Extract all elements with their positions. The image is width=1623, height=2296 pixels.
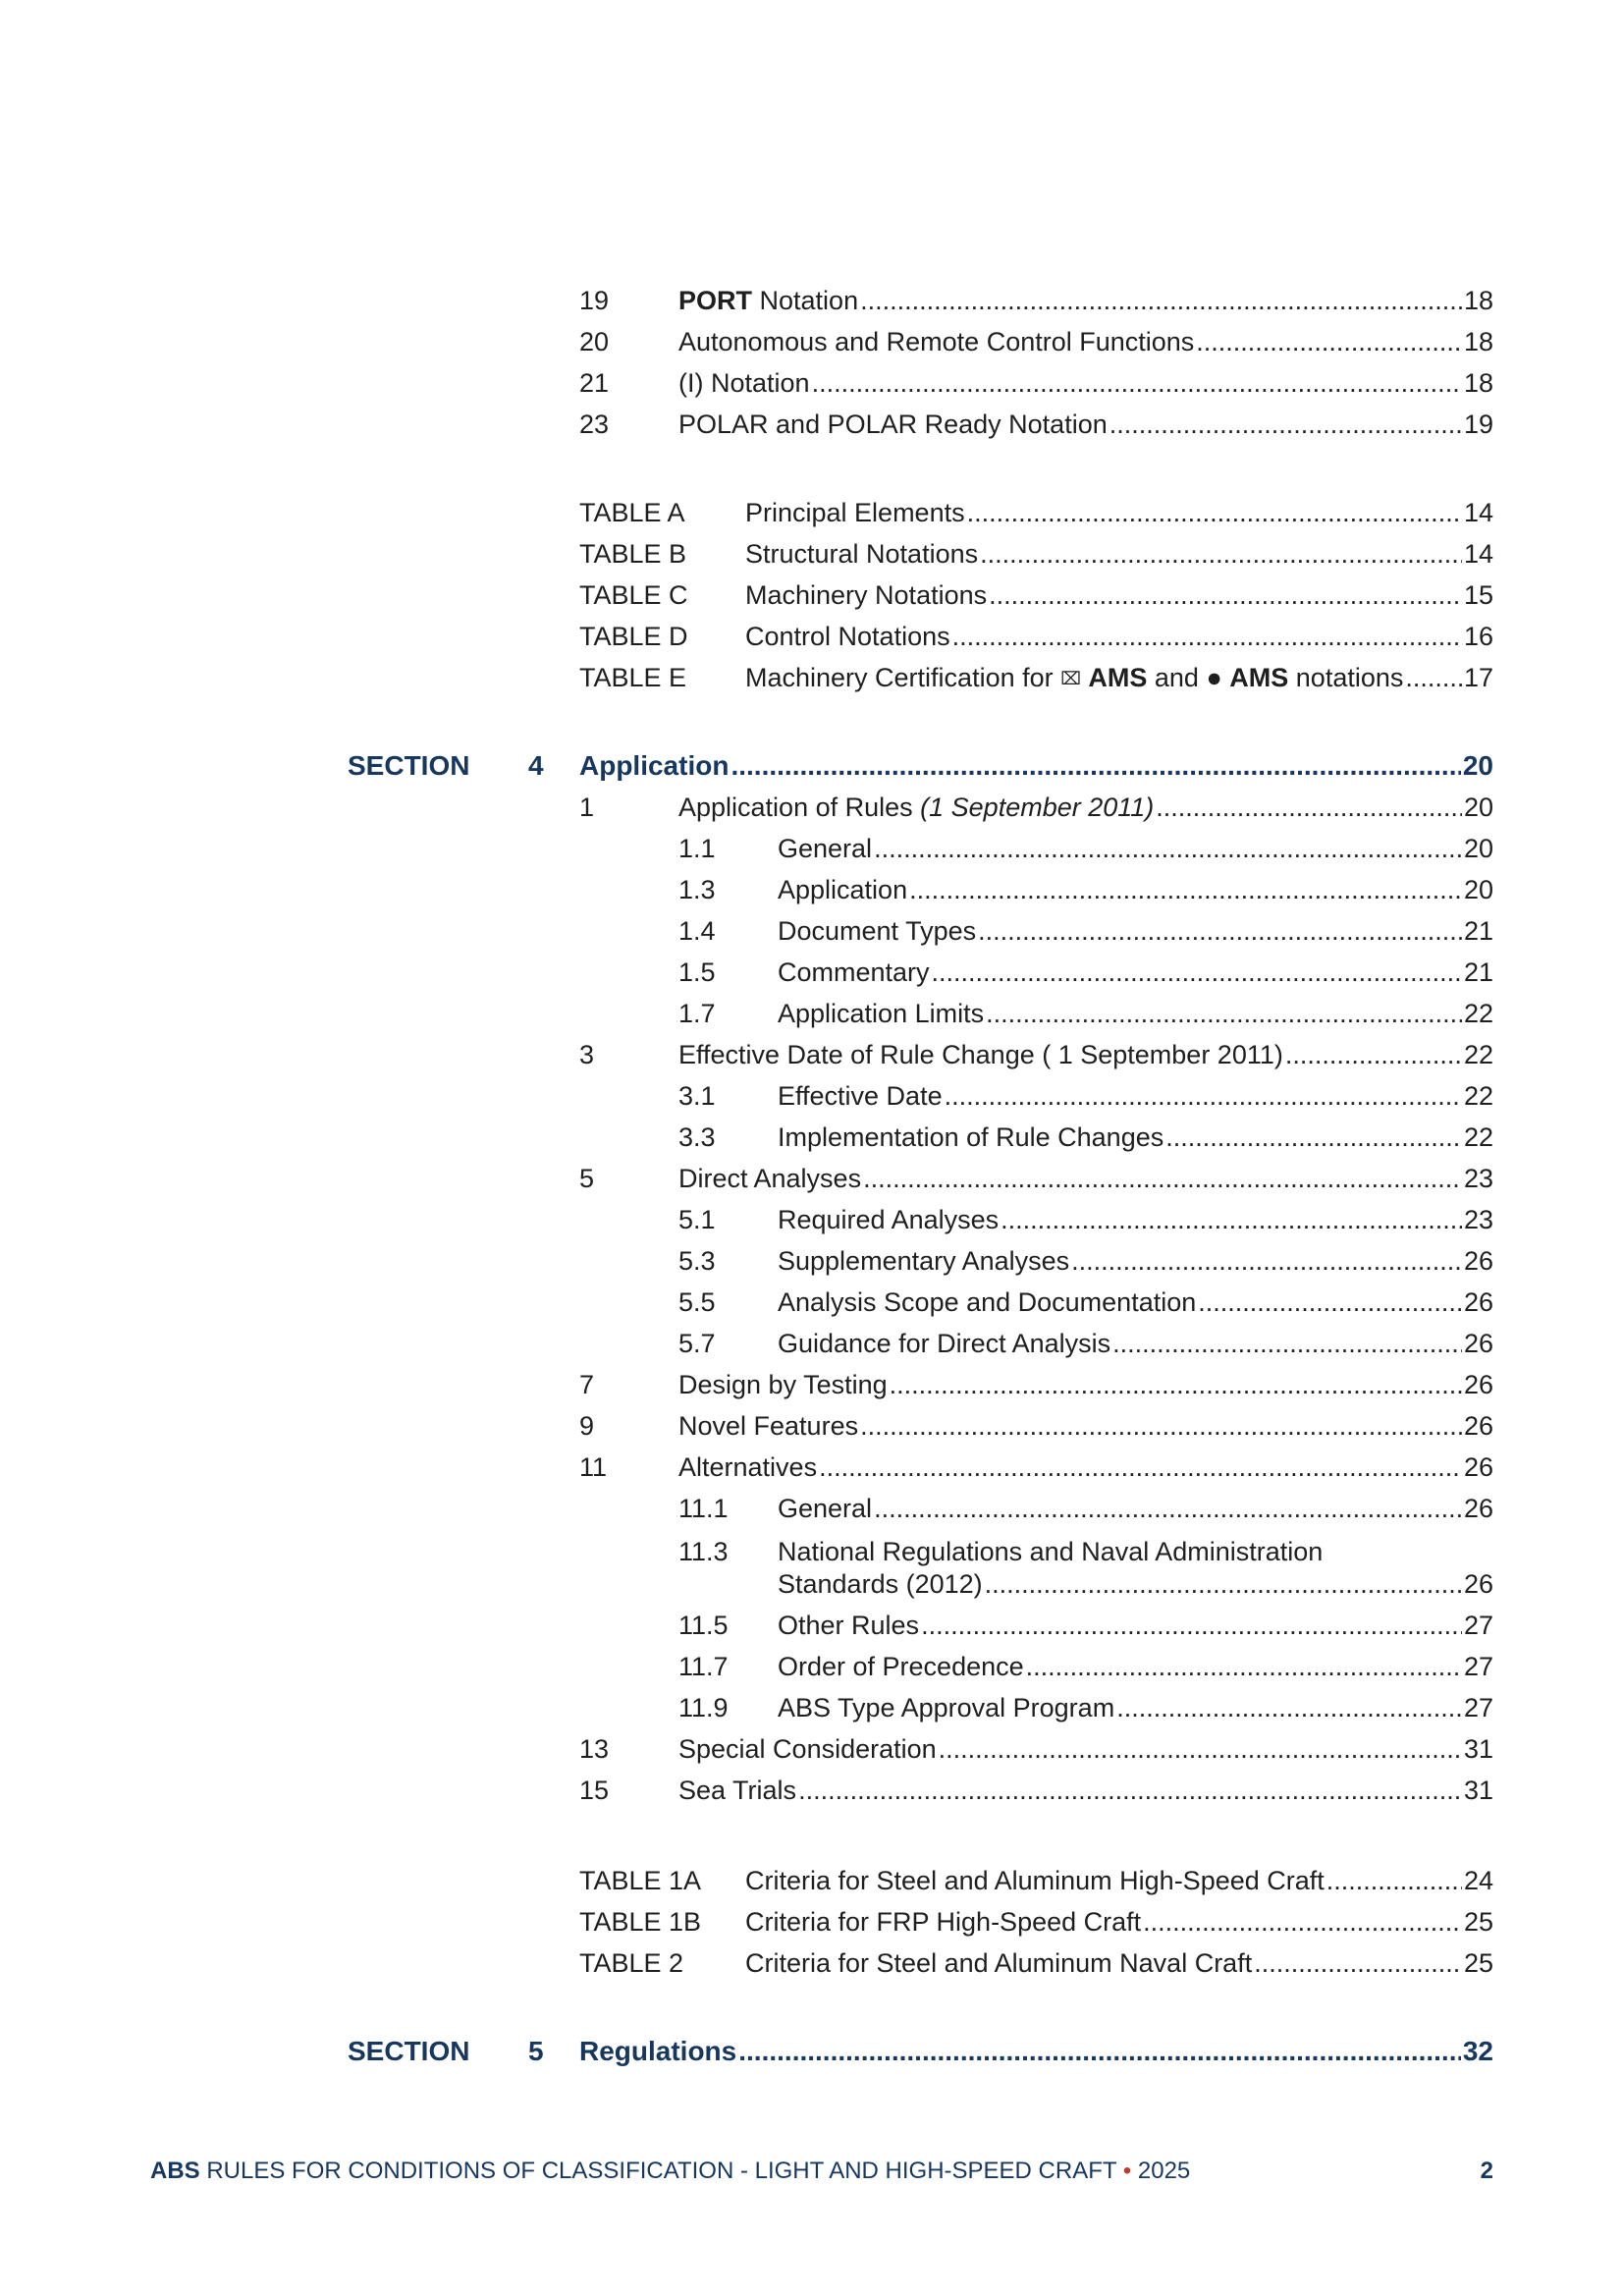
entry-title: Implementation of Rule Changes bbox=[778, 1122, 1164, 1152]
entry-number: 20 bbox=[579, 327, 610, 356]
table-label: TABLE 1A bbox=[579, 1866, 702, 1895]
entry-title: Special Consideration bbox=[678, 1734, 937, 1764]
entry-number: 3 bbox=[579, 1040, 595, 1069]
toc-table-entry[interactable] bbox=[579, 534, 1493, 574]
footer-bullet: • bbox=[1122, 2158, 1132, 2184]
entry-title: Guidance for Direct Analysis bbox=[778, 1329, 1111, 1358]
entry-page: 22 bbox=[1463, 1040, 1493, 1069]
entry-title: ABS Type Approval Program bbox=[778, 1693, 1115, 1722]
entry-number: 3.1 bbox=[678, 1081, 716, 1111]
dot-leader bbox=[874, 1489, 1462, 1528]
entry-number: 1.4 bbox=[678, 916, 716, 946]
entry-title: Supplementary Analyses bbox=[778, 1246, 1070, 1276]
section-heading[interactable] bbox=[0, 2032, 1493, 2071]
entry-number: 21 bbox=[579, 368, 610, 398]
toc-entry[interactable] bbox=[579, 994, 1493, 1033]
dot-leader bbox=[1254, 1943, 1462, 1983]
entry-page: 26 bbox=[1463, 1452, 1493, 1482]
entry-page: 22 bbox=[1463, 999, 1493, 1028]
dot-leader bbox=[874, 829, 1462, 868]
entry-number: 11.3 bbox=[678, 1537, 729, 1566]
table-label: TABLE D bbox=[579, 622, 688, 651]
section-heading[interactable] bbox=[0, 746, 1493, 786]
toc-entry[interactable] bbox=[579, 1688, 1493, 1727]
entry-title: Sea Trials bbox=[678, 1776, 797, 1805]
maltese-cross-icon: ⌧ bbox=[1060, 669, 1081, 688]
entry-number: 11.5 bbox=[678, 1611, 729, 1640]
table-title: Criteria for Steel and Aluminum High-Speed Craft bbox=[745, 1866, 1325, 1895]
dot-leader bbox=[1198, 1283, 1462, 1322]
toc-table-entry[interactable] bbox=[579, 617, 1493, 656]
dot-leader bbox=[860, 1406, 1462, 1446]
toc-entry[interactable] bbox=[579, 405, 1493, 444]
entry-page: 21 bbox=[1463, 916, 1493, 946]
entry-title: Design by Testing bbox=[678, 1370, 888, 1399]
toc-entry[interactable] bbox=[579, 1283, 1493, 1322]
entry-page: 18 bbox=[1463, 286, 1493, 315]
toc-entry[interactable] bbox=[579, 829, 1493, 868]
entry-page: 19 bbox=[1463, 410, 1493, 439]
entry-number: 19 bbox=[579, 286, 610, 315]
dot-leader bbox=[1143, 1902, 1462, 1941]
entry-title: Direct Analyses bbox=[678, 1164, 862, 1193]
toc-entry[interactable] bbox=[579, 1118, 1493, 1157]
entry-number: 13 bbox=[579, 1734, 610, 1764]
table-title: Structural Notations bbox=[745, 539, 979, 569]
entry-title: Alternatives bbox=[678, 1452, 818, 1482]
entry-title: PORT Notation bbox=[678, 286, 859, 315]
entry-title: Application bbox=[778, 875, 908, 904]
entry-page: 18 bbox=[1463, 368, 1493, 398]
entry-number: 11.7 bbox=[678, 1652, 729, 1681]
toc-entry[interactable] bbox=[579, 1324, 1493, 1363]
section-title: Regulations bbox=[579, 2036, 737, 2066]
entry-title: Document Types bbox=[778, 916, 977, 946]
entry-title: (I) Notation bbox=[678, 368, 810, 398]
entry-number: 1 bbox=[579, 793, 595, 822]
toc-table-entry[interactable] bbox=[579, 658, 1493, 697]
toc-entry[interactable] bbox=[579, 1076, 1493, 1116]
entry-title: Application Limits bbox=[778, 999, 985, 1028]
table-title: Machinery Notations bbox=[745, 580, 988, 610]
dot-leader bbox=[1405, 658, 1462, 698]
table-title: Criteria for FRP High-Speed Craft bbox=[745, 1907, 1142, 1937]
entry-page: 23 bbox=[1463, 1164, 1493, 1193]
dot-leader bbox=[890, 1365, 1462, 1404]
toc-entry-continuation[interactable] bbox=[579, 1564, 1493, 1604]
dot-leader bbox=[980, 534, 1462, 574]
dot-leader bbox=[945, 1076, 1462, 1116]
dot-leader bbox=[952, 617, 1462, 656]
entry-page: 22 bbox=[1463, 1122, 1493, 1152]
toc-entry[interactable] bbox=[579, 1406, 1493, 1446]
toc-entry[interactable] bbox=[579, 1489, 1493, 1528]
entry-page: 26 bbox=[1463, 1494, 1493, 1523]
entry-number: 5.1 bbox=[678, 1205, 716, 1234]
table-label: TABLE C bbox=[579, 580, 688, 610]
table-label: TABLE 2 bbox=[579, 1948, 684, 1978]
dot-leader bbox=[1026, 1647, 1462, 1686]
toc-entry[interactable] bbox=[579, 1606, 1493, 1645]
entry-title: Autonomous and Remote Control Functions bbox=[678, 327, 1195, 356]
footer-abs-logo: ABS bbox=[150, 2158, 200, 2184]
entry-title: General bbox=[778, 1494, 873, 1523]
bullet-icon: ● bbox=[1206, 663, 1222, 692]
table-page: 17 bbox=[1463, 663, 1493, 692]
dot-leader bbox=[1196, 322, 1462, 361]
toc-table-entry[interactable] bbox=[579, 1943, 1493, 1983]
entry-page: 23 bbox=[1463, 1205, 1493, 1234]
entry-number: 15 bbox=[579, 1776, 610, 1805]
entry-number: 5.7 bbox=[678, 1329, 716, 1358]
dot-leader bbox=[967, 493, 1462, 532]
dot-leader bbox=[1001, 1200, 1462, 1239]
page-footer bbox=[150, 2154, 1493, 2189]
dot-leader bbox=[921, 1606, 1462, 1645]
table-page: 16 bbox=[1463, 622, 1493, 651]
section-title: Application bbox=[579, 750, 730, 781]
dot-leader bbox=[1285, 1035, 1462, 1074]
entry-number: 5.3 bbox=[678, 1246, 716, 1276]
toc-entry[interactable] bbox=[579, 1159, 1493, 1198]
table-title: Principal Elements bbox=[745, 498, 965, 527]
toc-entry[interactable] bbox=[579, 1647, 1493, 1686]
table-label: TABLE 1B bbox=[579, 1907, 702, 1937]
table-label: TABLE E bbox=[579, 663, 687, 692]
entry-page: 20 bbox=[1463, 793, 1493, 822]
entry-page: 26 bbox=[1463, 1370, 1493, 1399]
entry-page: 26 bbox=[1463, 1287, 1493, 1317]
toc-entry[interactable] bbox=[579, 322, 1493, 361]
entry-page: 26 bbox=[1463, 1246, 1493, 1276]
section-word: SECTION bbox=[348, 750, 470, 781]
dot-leader bbox=[730, 746, 1460, 786]
entry-title: Analysis Scope and Documentation bbox=[778, 1287, 1197, 1317]
toc-entry[interactable] bbox=[579, 281, 1493, 320]
entry-number: 11 bbox=[579, 1452, 608, 1482]
section-number: 4 bbox=[528, 750, 544, 781]
dot-leader bbox=[1112, 1324, 1462, 1363]
section-number: 5 bbox=[528, 2036, 544, 2066]
dot-leader bbox=[819, 1448, 1462, 1487]
toc-table-entry[interactable] bbox=[579, 1902, 1493, 1941]
entry-page: 26 bbox=[1463, 1329, 1493, 1358]
entry-number: 23 bbox=[579, 410, 610, 439]
dot-leader bbox=[932, 953, 1462, 992]
toc-entry[interactable] bbox=[579, 1200, 1493, 1239]
dot-leader bbox=[986, 994, 1462, 1033]
dot-leader bbox=[1165, 1118, 1462, 1157]
dot-leader bbox=[985, 1564, 1462, 1604]
entry-number: 9 bbox=[579, 1411, 595, 1441]
table-title: Criteria for Steel and Aluminum Naval Craft bbox=[745, 1948, 1253, 1978]
dot-leader bbox=[798, 1771, 1462, 1810]
entry-page: 27 bbox=[1463, 1652, 1493, 1681]
section-page: 32 bbox=[1462, 2036, 1493, 2066]
dot-leader bbox=[909, 870, 1462, 909]
dot-leader bbox=[989, 575, 1462, 615]
entry-number: 5.5 bbox=[678, 1287, 716, 1317]
dot-leader bbox=[1116, 1688, 1462, 1727]
toc-entry[interactable] bbox=[579, 911, 1493, 951]
toc-entry[interactable] bbox=[579, 1035, 1493, 1074]
entry-title: National Regulations and Naval Administration bbox=[778, 1537, 1324, 1566]
toc-entry[interactable] bbox=[579, 788, 1493, 827]
toc-entry[interactable] bbox=[579, 1448, 1493, 1487]
dot-leader bbox=[939, 1729, 1462, 1769]
dot-leader bbox=[978, 911, 1462, 951]
entry-number: 1.3 bbox=[678, 875, 716, 904]
dot-leader bbox=[812, 363, 1462, 403]
table-page: 25 bbox=[1463, 1907, 1493, 1937]
entry-title: Order of Precedence bbox=[778, 1652, 1024, 1681]
entry-page: 31 bbox=[1463, 1776, 1493, 1805]
entry-title: Other Rules bbox=[778, 1611, 920, 1640]
dot-leader bbox=[860, 281, 1462, 320]
toc-entry[interactable] bbox=[579, 1241, 1493, 1281]
table-page: 25 bbox=[1463, 1948, 1493, 1978]
table-label: TABLE A bbox=[579, 498, 685, 527]
toc-entry[interactable] bbox=[579, 363, 1493, 403]
table-title: Machinery Certification for ⌧ AMS and ● AMS notations bbox=[745, 663, 1404, 692]
entry-title: Required Analyses bbox=[778, 1205, 1000, 1234]
table-page: 15 bbox=[1463, 580, 1493, 610]
table-page: 14 bbox=[1463, 498, 1493, 527]
footer-year: 2025 bbox=[1131, 2158, 1191, 2184]
entry-page: 27 bbox=[1463, 1611, 1493, 1640]
entry-title: Application of Rules (1 September 2011) bbox=[678, 793, 1155, 822]
entry-number: 11.9 bbox=[678, 1693, 729, 1722]
entry-page: 27 bbox=[1463, 1693, 1493, 1722]
toc-table-entry[interactable] bbox=[579, 1861, 1493, 1900]
toc-table-entry[interactable] bbox=[579, 493, 1493, 532]
dot-leader bbox=[738, 2032, 1461, 2071]
entry-page: 26 bbox=[1463, 1411, 1493, 1441]
entry-title: Effective Date bbox=[778, 1081, 943, 1111]
entry-title: Effective Date of Rule Change ( 1 September 2011) bbox=[678, 1040, 1283, 1069]
dot-leader bbox=[1156, 788, 1462, 827]
entry-number: 5 bbox=[579, 1164, 595, 1193]
entry-title: Novel Features bbox=[678, 1411, 859, 1441]
entry-number: 1.5 bbox=[678, 957, 716, 987]
entry-number: 7 bbox=[579, 1370, 595, 1399]
toc-entry[interactable] bbox=[579, 870, 1493, 909]
entry-page: 20 bbox=[1463, 875, 1493, 904]
entry-page: 20 bbox=[1463, 834, 1493, 863]
entry-title: POLAR and POLAR Ready Notation bbox=[678, 410, 1108, 439]
toc-entry[interactable] bbox=[579, 1771, 1493, 1810]
dot-leader bbox=[863, 1159, 1462, 1198]
entry-number: 1.7 bbox=[678, 999, 716, 1028]
table-label: TABLE B bbox=[579, 539, 687, 569]
footer-title: RULES FOR CONDITIONS OF CLASSIFICATION - LIGHT AND HIGH-SPEED CRAFT bbox=[199, 2158, 1123, 2184]
entry-page: 18 bbox=[1463, 327, 1493, 356]
entry-number: 1.1 bbox=[678, 834, 716, 863]
entry-page: 31 bbox=[1463, 1734, 1493, 1764]
section-page: 20 bbox=[1462, 750, 1493, 781]
dot-leader bbox=[1326, 1861, 1462, 1900]
toc-entry[interactable] bbox=[579, 953, 1493, 992]
table-title: Control Notations bbox=[745, 622, 950, 651]
dot-leader bbox=[1071, 1241, 1462, 1281]
entry-title: Standards (2012) bbox=[778, 1569, 983, 1599]
toc-entry[interactable] bbox=[579, 1365, 1493, 1404]
dot-leader bbox=[1109, 405, 1462, 444]
toc-table-entry[interactable] bbox=[579, 575, 1493, 615]
table-page: 24 bbox=[1463, 1866, 1493, 1895]
page-number: 2 bbox=[1480, 2158, 1493, 2184]
entry-title: General bbox=[778, 834, 873, 863]
entry-page: 26 bbox=[1463, 1569, 1493, 1599]
entry-number: 11.1 bbox=[678, 1494, 729, 1523]
entry-page: 22 bbox=[1463, 1081, 1493, 1111]
toc-entry[interactable] bbox=[579, 1729, 1493, 1769]
entry-title: Commentary bbox=[778, 957, 930, 987]
entry-number: 3.3 bbox=[678, 1122, 716, 1152]
entry-page: 21 bbox=[1463, 957, 1493, 987]
table-page: 14 bbox=[1463, 539, 1493, 569]
section-word: SECTION bbox=[348, 2036, 470, 2066]
